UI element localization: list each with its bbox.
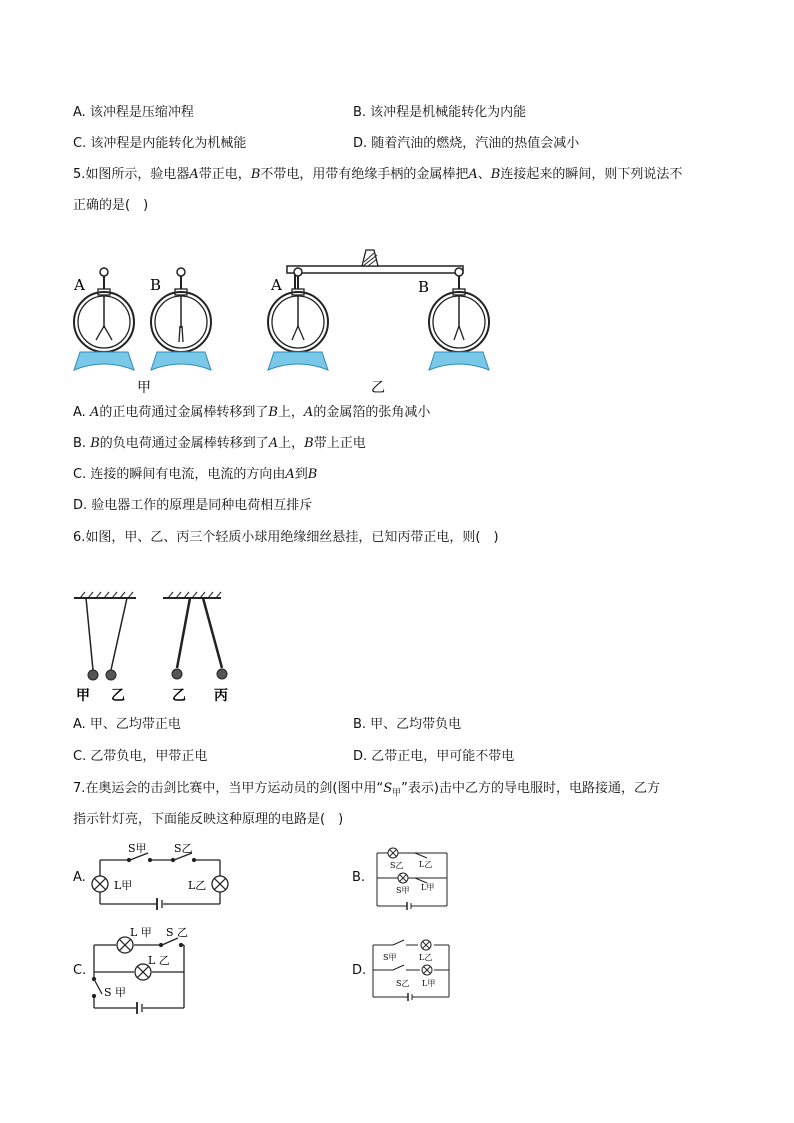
caption-jia: 甲 — [137, 380, 151, 396]
q4-option-b[interactable]: B. 该冲程是机械能转化为内能 — [353, 105, 527, 120]
q4-option-c[interactable]: C. 该冲程是内能转化为机械能 — [73, 136, 247, 151]
circuit-c-label-s1: S 乙 — [166, 926, 189, 939]
circuit-a-label-s2: S乙 — [174, 842, 193, 855]
label-a-right: A — [271, 276, 282, 294]
circuit-b-label-s1: S乙 — [390, 861, 404, 870]
circuit-d-label-l2: L甲 — [422, 979, 436, 988]
q4-option-a[interactable]: A. 该冲程是压缩冲程 — [73, 105, 194, 120]
circuit-d-lamp-top — [421, 940, 431, 950]
label-a-left: A — [74, 276, 85, 294]
q6-option-a[interactable]: A. 甲、乙均带正电 — [73, 717, 181, 732]
circuit-b[interactable] — [377, 853, 447, 910]
q6-option-c[interactable]: C. 乙带负电，甲带正电 — [73, 749, 208, 764]
circuit-d[interactable] — [373, 940, 449, 1001]
circuit-d-label-s1: S甲 — [383, 953, 397, 962]
circuit-d-lamp-bottom — [422, 965, 432, 975]
label-yi-1: 乙 — [111, 688, 125, 704]
circuit-b-lamp-top — [388, 848, 398, 858]
q7-option-d-label[interactable]: D. — [352, 963, 367, 978]
q6-option-d[interactable]: D. 乙带正电，甲可能不带电 — [353, 749, 515, 764]
circuit-b-label-l1: L乙 — [419, 860, 433, 869]
q7-option-a-label[interactable]: A. — [73, 870, 86, 885]
label-b-right: B — [418, 278, 430, 296]
circuit-b-label-s2: S甲 — [396, 886, 410, 895]
caption-yi: 乙 — [371, 380, 385, 396]
circuit-a-label-l2: L乙 — [188, 879, 207, 892]
q6-stem: 6.如图，甲、乙、丙三个轻质小球用绝缘细丝悬挂，已知丙带正电，则( ) — [73, 530, 499, 545]
circuit-b-lamp-mid — [398, 873, 408, 883]
circuit-a-label-s1: S甲 — [128, 842, 147, 855]
circuit-c-lamp-jia — [117, 937, 133, 953]
q7-stem-line2: 指示针灯亮，下面能反映这种原理的电路是( ) — [73, 812, 344, 827]
q5-option-b[interactable]: B. B的负电荷通过金属棒转移到了A上，B带上正电 — [73, 436, 366, 451]
q4-option-d[interactable]: D. 随着汽油的燃烧，汽油的热值会减小 — [353, 136, 580, 151]
circuit-d-label-l1: L乙 — [419, 953, 433, 962]
q7-stem-line1: 7.在奥运会的击剑比赛中，当甲方运动员的剑(图中用“$S_甲$”表示)击中乙方的导电服时，电路接通，乙方 — [73, 781, 660, 799]
q5-option-d[interactable]: D. 验电器工作的原理是同种电荷相互排斥 — [73, 498, 313, 513]
circuit-c-label-l2: L 乙 — [148, 954, 170, 967]
q5-stem-line2: 正确的是( ) — [73, 198, 149, 213]
circuit-a-lamp-jia — [92, 876, 108, 892]
q5-stem-line1: 5.如图所示，验电器A带正电，B不带电，用带有绝缘手柄的金属棒把A、B连接起来的瞬间，则下列说法不 — [73, 167, 683, 182]
circuit-d-label-s2: S乙 — [396, 979, 410, 988]
circuit-b-label-l2: L甲 — [421, 883, 435, 892]
q5-option-c[interactable]: C. 连接的瞬间有电流，电流的方向由A到B — [73, 467, 318, 482]
circuit-a-label-l1: L甲 — [114, 879, 133, 892]
q7-option-b-label[interactable]: B. — [352, 870, 366, 885]
circuit-c-label-s2: S 甲 — [104, 986, 127, 999]
q6-option-b[interactable]: B. 甲、乙均带负电 — [353, 717, 462, 732]
q7-option-c-label[interactable]: C. — [73, 963, 87, 978]
q5-option-a[interactable]: A. A的正电荷通过金属棒转移到了B上，A的金属箔的张角减小 — [73, 405, 431, 420]
label-jia: 甲 — [76, 688, 90, 704]
circuit-c-label-l1: L 甲 — [130, 926, 152, 939]
circuit-a-lamp-yi — [212, 876, 228, 892]
label-yi-2: 乙 — [172, 688, 186, 704]
label-b-left: B — [150, 276, 162, 294]
label-bing: 丙 — [214, 688, 228, 704]
